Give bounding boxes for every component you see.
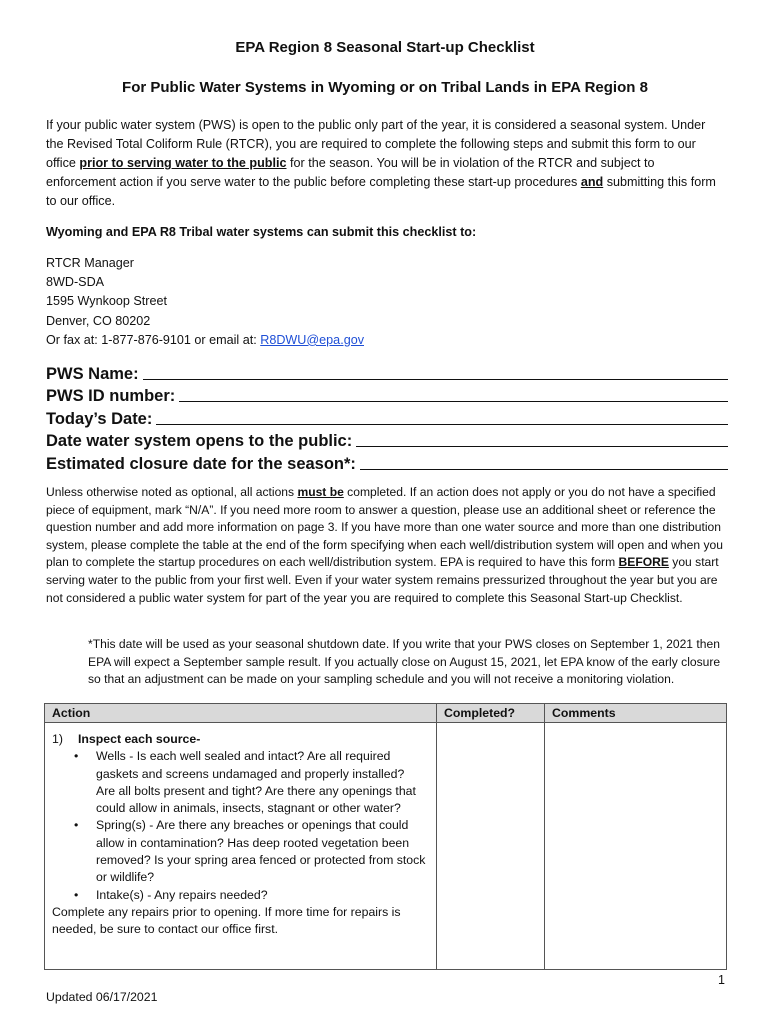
address-line: RTCR Manager	[46, 256, 134, 270]
field-label: Today’s Date:	[46, 409, 153, 428]
intro-text: submitting this form to our office.	[46, 175, 716, 208]
notes-text: you start serving water to the public from your first well. Even if your water system remains pressurized throughout the year but you are not considered a public water system for part of the year you are required to complete this Seasonal Start-up Checklist.	[46, 555, 719, 605]
field-label: PWS Name:	[46, 364, 139, 383]
action-cell	[45, 723, 437, 970]
header-completed: Completed?	[437, 704, 545, 723]
instructions-paragraph	[46, 484, 726, 607]
fill-in-line[interactable]	[156, 423, 728, 425]
intro-text: If your public water system (PWS) is open to the public only part of the year, it is considered a seasonal system. Under the Revised Total Coliform Rule (RTCR), you are required to complete the following steps and submit this form to our office	[46, 118, 706, 170]
opening-date-field[interactable]	[46, 429, 728, 452]
closing-note: Complete any repairs prior to opening. If more time for repairs is needed, be sure to contact our office first.	[52, 904, 401, 937]
address-line: 1595 Wynkoop Street	[46, 294, 167, 309]
field-label: Estimated closure date for the season*:	[46, 454, 356, 473]
step-heading	[52, 731, 429, 748]
checklist-table	[44, 703, 727, 970]
closure-date-field[interactable]	[46, 451, 728, 474]
fill-in-line[interactable]	[179, 400, 728, 402]
fill-in-line[interactable]	[143, 378, 728, 380]
fill-in-line[interactable]	[360, 468, 728, 470]
table-header-row	[45, 704, 727, 723]
fill-in-line[interactable]	[356, 445, 728, 447]
header-comments: Comments	[545, 704, 727, 723]
email-link[interactable]: R8DWU@epa.gov	[260, 332, 364, 347]
notes-emphasis-before: BEFORE	[618, 555, 669, 570]
document-subtitle: For Public Water Systems in Wyoming or on Tribal Lands in EPA Region 8	[122, 79, 648, 96]
intro-paragraph	[46, 116, 726, 211]
bullet-text: Spring(s) - Are there any breaches or openings that could allow in contamination? Has deep rooted vegetation been removed? Is your spring area fenced or protected from stock or wildlife?	[96, 818, 426, 885]
list-item	[52, 748, 429, 817]
footnote-text: *This date will be used as your seasonal shutdown date. If you write that your PWS closes on September 1, 2021 then EPA will expect a September sample result. If you actually close on August 15, 2021, let EPA know of the early closure so that an adjustment can be made on your sampling schedule and you will not receive a monitoring violation.	[88, 637, 721, 687]
bullet-icon: •	[74, 818, 79, 833]
pws-name-field[interactable]	[46, 361, 728, 384]
address-line: 8WD-SDA	[46, 275, 105, 290]
footnote-paragraph	[46, 636, 726, 689]
updated-date: Updated 06/17/2021	[46, 990, 158, 1004]
submit-heading: Wyoming and EPA R8 Tribal water systems can submit this checklist to:	[46, 225, 477, 239]
contact-prefix: Or fax at: 1-877-876-9101 or email at:	[46, 332, 261, 347]
bullet-text: Wells - Is each well sealed and intact? Are all required gaskets and screens undamaged and properly installed? Are all bolts present and tight? Are there any openings that could allow in animals, insects, stagnant or other water?	[96, 749, 416, 816]
completed-cell[interactable]	[437, 723, 545, 970]
form-fields	[46, 361, 728, 474]
address-line: Denver, CO 80202	[46, 313, 151, 328]
contact-line	[46, 331, 364, 350]
field-label: PWS ID number:	[46, 387, 176, 405]
list-item	[52, 817, 429, 886]
notes-text: completed. If an action does not apply or you do not have a specified piece of equipment, mark “N/A”. If you need more room to answer a question, please use an additional sheet or reference the question number and add more information on page 3. If you have more than one water source and more than one distribution system, please complete the table at the end of the form specifying when each well/distribution system will open and when you plan to complete the startup procedures on each well/distribution system. EPA is required to have this form	[46, 485, 723, 570]
bullet-icon: •	[74, 749, 79, 764]
comments-cell[interactable]	[545, 723, 727, 970]
step-number: 1)	[52, 732, 63, 746]
notes-text: Unless otherwise noted as optional, all actions	[46, 485, 298, 499]
field-label: Date water system opens to the public:	[46, 432, 353, 450]
table-row	[45, 723, 727, 970]
mailing-address	[46, 254, 364, 350]
pws-id-field[interactable]	[46, 384, 728, 407]
todays-date-field[interactable]	[46, 406, 728, 429]
bullet-icon: •	[74, 887, 79, 902]
page-number: 1	[718, 973, 725, 987]
step-title: Inspect each source-	[78, 732, 201, 746]
document-title: EPA Region 8 Seasonal Start-up Checklist	[235, 39, 535, 56]
intro-emphasis-and: and	[580, 175, 604, 189]
list-item	[52, 887, 429, 904]
intro-emphasis-prior: prior to serving water to the public	[79, 156, 287, 170]
notes-emphasis-must-be: must be	[297, 485, 344, 499]
intro-text: for the season. You will be in violation of the RTCR and subject to enforcement action if you serve water to the public before completing these start-up procedures	[46, 156, 655, 189]
header-action: Action	[45, 704, 437, 723]
bullet-text: Intake(s) - Any repairs needed?	[96, 887, 268, 902]
